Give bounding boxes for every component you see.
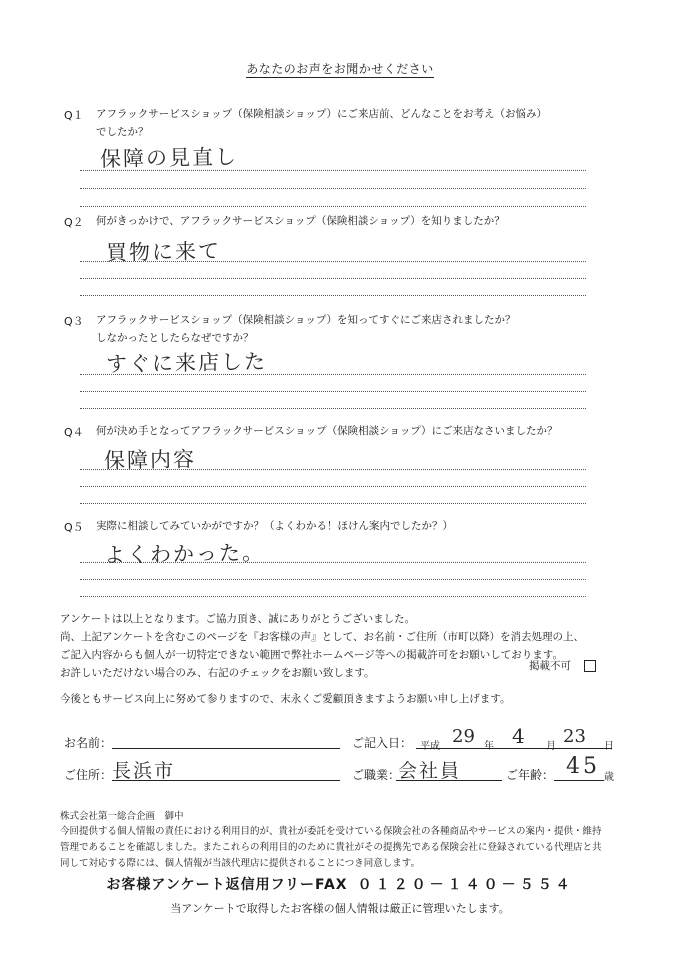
question-1-label: Q１: [64, 109, 84, 122]
fax-number[interactable]: ０１２０－１４０－５５４: [357, 877, 574, 893]
closing-message: 今後ともサービス向上に努めて参りますので、末永くご愛顧頂きますようお願い申し上げます。: [60, 693, 511, 705]
date-field-line: [416, 748, 612, 749]
question-4-label: Q４: [64, 426, 84, 439]
company-name: 株式会社第一総合企画 御中: [60, 811, 184, 822]
privacy-statement: [60, 824, 660, 872]
question-2-label: Q２: [64, 216, 84, 229]
question-5-text: 実際に相談してみていかがですか？（よくわかる！ほけん案内でしたか？）: [96, 520, 453, 532]
privacy-line-1: 今回提供する個人情報の責任における利用目的が、貴社が委託を受けている保険会社の各種商品やサービスの案内・提供・維持: [60, 826, 602, 837]
address-value[interactable]: 長浜市: [112, 760, 176, 782]
question-3-text: アフラックサービスショップ（保険相談ショップ）を知ってすぐにご来店されましたか？: [96, 314, 516, 326]
answer-2-line-3: [80, 295, 586, 296]
answer-1-line-1: [80, 170, 586, 171]
date-day-unit: 日: [604, 741, 614, 752]
answer-3[interactable]: すぐに来店した: [105, 349, 268, 377]
note-line-1: アンケートは以上となります。ご協力頂き、誠にありがとうございました。: [60, 613, 416, 625]
answer-3-line-2: [80, 391, 586, 392]
question-3-label: Q３: [64, 315, 84, 328]
privacy-management-note: 当アンケートで取得したお客様の個人情報は厳正に管理いたします。: [170, 902, 510, 915]
question-2-text: 何がきっかけで、アフラックサービスショップ（保険相談ショップ）を知りましたか？: [96, 215, 505, 227]
note-line-2: 尚、上記アンケートを含むこのページを『お客様の声』として、お名前・ご住所（市町以降）を消去処理の上、: [60, 631, 584, 643]
question-3-text-2: しなかったとしたらなぜですか？: [96, 332, 254, 344]
answer-2[interactable]: 買物に来て: [105, 238, 222, 266]
fax-label: お客様アンケート返信用フリーFAX: [106, 877, 348, 893]
page-title-text: あなたのお声をお聞かせください: [246, 62, 434, 76]
answer-4-line-1: [80, 469, 586, 470]
address-field[interactable]: [112, 780, 340, 781]
answer-4-line-3: [80, 503, 586, 504]
answer-3-line-3: [80, 408, 586, 409]
answer-1-line-3: [80, 206, 586, 207]
no-publish-checkbox[interactable]: [584, 660, 596, 672]
date-year-value[interactable]: 29: [452, 726, 475, 747]
answer-5[interactable]: よくわかった。: [103, 540, 266, 568]
question-4-text: 何が決め手となってアフラックサービスショップ（保険相談ショップ）にご来店なさいましたか？: [96, 425, 558, 437]
age-value[interactable]: 45: [566, 754, 600, 779]
answer-5-line-2: [80, 579, 586, 580]
privacy-line-3: 同して対応する際には、個人情報が当該代理店に提供されることにつき同意します。: [60, 858, 421, 869]
privacy-line-2: 管理であることを確認しました。またこれらの利用目的のために貴社がその提携先である保険会社に登録されている代理店と共: [60, 842, 602, 853]
date-label: ご記入日：: [352, 736, 413, 750]
note-line-3: ご記入内容からも個人が一切特定できない範囲で弊社ホームページ等への掲載許可をお願いしております。: [60, 649, 563, 661]
question-1-text: アフラックサービスショップ（保険相談ショップ）にご来店前、どんなことをお考え（お悩み）: [96, 108, 547, 120]
question-5-label: Q５: [64, 521, 84, 534]
page-title: [0, 60, 680, 77]
job-label: ご職業：: [352, 768, 401, 782]
note-line-4: お許しいただけない場合のみ、右記のチェックをお願い致します。: [60, 667, 375, 679]
name-field[interactable]: [112, 748, 340, 749]
age-label: ご年齢：: [506, 768, 555, 782]
answer-1[interactable]: 保障の見直し: [99, 144, 239, 172]
age-unit: 歳: [604, 772, 614, 783]
date-era: 平成: [420, 741, 440, 752]
answer-5-line-1: [80, 562, 586, 563]
address-label: ご住所：: [64, 768, 113, 782]
age-field[interactable]: [554, 780, 604, 781]
fax-info: [0, 874, 680, 894]
name-label: お名前：: [64, 736, 113, 750]
answer-2-line-2: [80, 278, 586, 279]
answer-5-line-3: [80, 596, 586, 597]
date-month-unit: 月: [546, 741, 556, 752]
answer-4-line-2: [80, 486, 586, 487]
date-month-value[interactable]: 4: [512, 724, 525, 748]
answer-2-line-1: [80, 261, 586, 262]
job-field[interactable]: [396, 780, 502, 781]
job-value[interactable]: 会社員: [398, 760, 462, 782]
date-day-value[interactable]: 23: [563, 726, 586, 747]
answer-1-line-2: [80, 188, 586, 189]
question-1-text-2: でしたか？: [96, 126, 149, 138]
date-year-unit: 年: [484, 741, 494, 752]
answer-3-line-1: [80, 374, 586, 375]
answer-4[interactable]: 保障内容: [103, 447, 197, 473]
no-publish-label: 掲載不可: [529, 660, 571, 672]
